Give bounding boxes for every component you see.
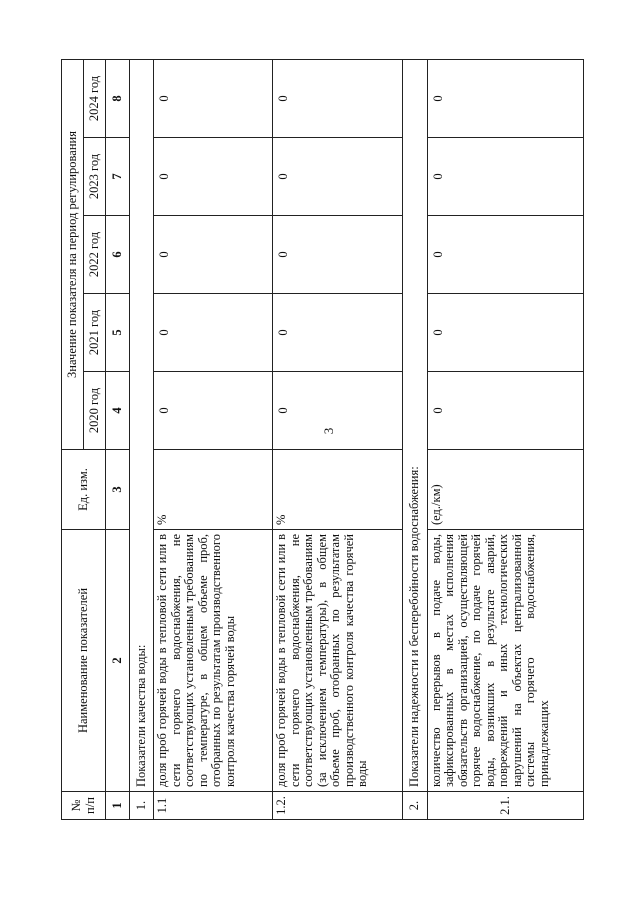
index-cell: 2: [106, 530, 130, 792]
row-unit: %: [273, 450, 403, 530]
row-value: 0: [154, 60, 273, 138]
row-value: 0: [427, 294, 583, 372]
index-cell: 6: [106, 216, 130, 294]
index-cell: 4: [106, 372, 130, 450]
rotated-table-container: [61, 60, 584, 820]
header-name: Наименование показателей: [62, 530, 106, 792]
row-value: 0: [273, 216, 403, 294]
page-number: 3: [321, 427, 336, 435]
header-year: 2023 год: [84, 138, 106, 216]
index-cell: 3: [106, 450, 130, 530]
header-year: 2021 год: [84, 294, 106, 372]
row-value: 0: [273, 138, 403, 216]
row-unit: %: [154, 450, 273, 530]
header-num: № п/п: [62, 792, 106, 820]
row-value: 0: [427, 216, 583, 294]
header-group: Значение показателя на период регулирования: [62, 60, 84, 450]
row-name: доля проб горячей воды в тепловой сети или в сети горячего водоснабжения, не соответствующих установленным требованиям (за исключением температуры), в общем объеме проб, отобранных по результатам производственного контроля качества горячей воды: [273, 530, 403, 792]
index-cell: 1: [106, 792, 130, 820]
table-row: [273, 60, 403, 820]
row-name: количество перерывов в подаче воды, зафиксированных в местах исполнения обязательств организацией, осуществляющей горячее водоснабжение, по подаче горячей воды, возникших в результате аварий, повреждений и иных технологических нарушений на объектах централизованной системы горячего водоснабжения, принадлежащих: [427, 530, 583, 792]
header-year: 2024 год: [84, 60, 106, 138]
row-value: 0: [154, 138, 273, 216]
section-row: [403, 60, 427, 820]
table-row: [427, 60, 583, 820]
indicators-table: [61, 59, 584, 820]
row-value: 0: [273, 372, 403, 450]
row-value: 0: [273, 60, 403, 138]
section-row: [130, 60, 154, 820]
row-num: 1.1: [154, 792, 273, 820]
section-num: 2.: [403, 792, 427, 820]
section-num: 1.: [130, 792, 154, 820]
header-year: 2020 год: [84, 372, 106, 450]
row-value: 0: [154, 216, 273, 294]
index-cell: 8: [106, 60, 130, 138]
header-year: 2022 год: [84, 216, 106, 294]
row-unit: (ед./км): [427, 450, 583, 530]
row-num: 2.1.: [427, 792, 583, 820]
table-row: [154, 60, 273, 820]
row-value: 0: [427, 138, 583, 216]
row-value: 0: [154, 372, 273, 450]
index-cell: 7: [106, 138, 130, 216]
index-cell: 5: [106, 294, 130, 372]
row-value: 0: [154, 294, 273, 372]
row-num: 1.2.: [273, 792, 403, 820]
section-title: Показатели надежности и бесперебойности водоснабжения:: [403, 60, 427, 792]
row-name: доля проб горячей воды в тепловой сети или в сети горячего водоснабжения, не соответствующих установленным требованиям по температуре, в общем объеме проб, отобранных по результатам производственного контроля качества горячей воды: [154, 530, 273, 792]
row-value: 0: [273, 294, 403, 372]
row-value: 0: [427, 372, 583, 450]
column-index-row: [106, 60, 130, 820]
row-value: 0: [427, 60, 583, 138]
section-title: Показатели качества воды:: [130, 60, 154, 792]
header-unit: Ед. изм.: [62, 450, 106, 530]
